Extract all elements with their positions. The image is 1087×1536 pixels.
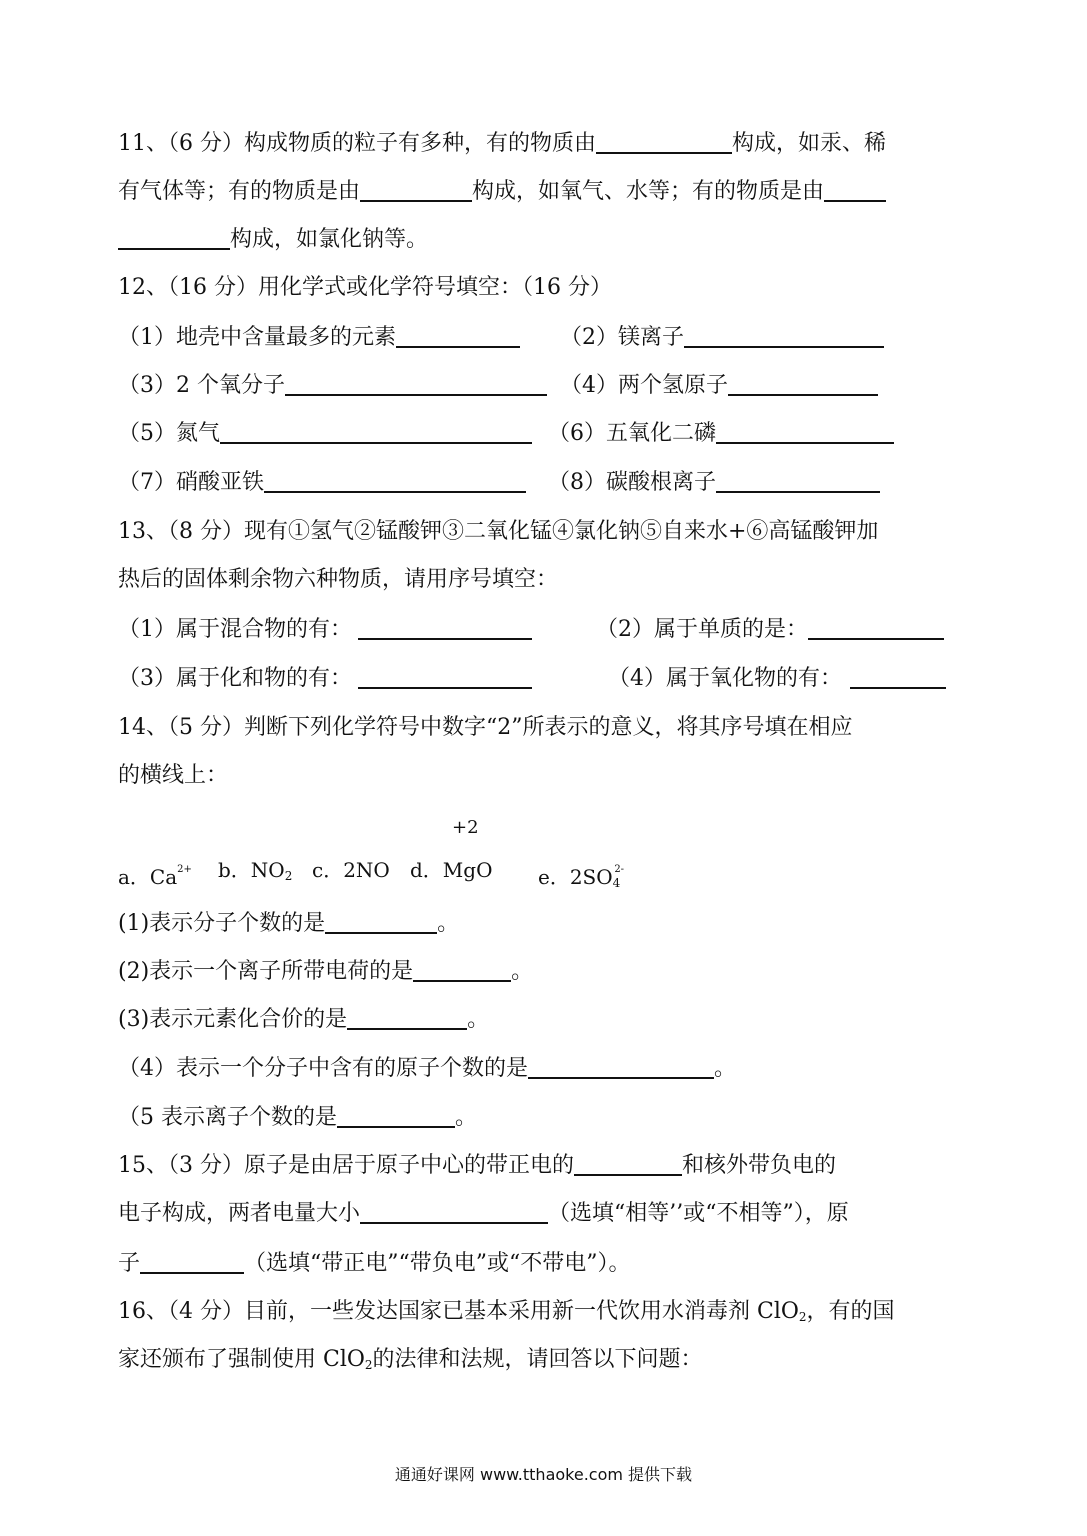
q14-item-2 <box>118 952 968 992</box>
symbol-d: d．MgO <box>410 858 493 882</box>
q13-blank-1[interactable] <box>358 614 532 640</box>
q11-text: 11、（6 分）构成物质的粒子有多种，有的物质由 <box>118 131 596 156</box>
q16-text: 的法律和法规，请回答以下问题： <box>372 1347 703 1372</box>
q12-blank-5[interactable] <box>220 418 532 444</box>
q12-item-2: （2）镁离子 <box>560 325 684 350</box>
q15-text: 和核外带负电的 <box>682 1153 837 1178</box>
q11-blank-1[interactable] <box>596 128 732 154</box>
q15-text: （选填“带正电”“带负电”或“不带电”）。 <box>244 1251 631 1276</box>
q11-line-3 <box>118 220 968 260</box>
q13-item-3: （3）属于化和物的有： <box>118 666 352 691</box>
q13-text: 热后的固体剩余物六种物质，请用序号填空： <box>118 567 559 592</box>
symbol-e: e．$2SO_4^{2-}$ <box>538 864 625 890</box>
period: 。 <box>467 1007 490 1032</box>
q15-line-2 <box>118 1194 968 1234</box>
q12-item-6: （6）五氧化二磷 <box>548 421 716 446</box>
q12-blank-2[interactable] <box>684 322 884 348</box>
q14-item-4 <box>118 1049 968 1089</box>
period: 。 <box>511 959 534 984</box>
symbol-c: c．2NO <box>312 858 390 882</box>
q13-text: 13、（8 分）现有①氢气②锰酸钾③二氧化锰④氯化钠⑤自来水+⑥高锰酸钾加 <box>118 519 879 544</box>
q14-item-5 <box>118 1098 968 1138</box>
q14-item-text: （5 表示离子个数的是 <box>118 1105 337 1130</box>
q12-item-8: （8）碳酸根离子 <box>548 470 716 495</box>
q12-item-5: （5）氮气 <box>118 421 220 446</box>
q13-line-1 <box>118 512 968 552</box>
q15-blank-1[interactable] <box>574 1150 682 1176</box>
q12-item-7: （7）硝酸亚铁 <box>118 470 264 495</box>
q15-blank-2[interactable] <box>360 1198 548 1224</box>
q14-blank-4[interactable] <box>528 1053 714 1079</box>
q12-blank-1[interactable] <box>396 322 520 348</box>
q11-blank-2[interactable] <box>360 176 472 202</box>
q15-line-1 <box>118 1146 968 1186</box>
subscript: 2 <box>798 1310 807 1324</box>
q14-symbols <box>118 850 968 890</box>
valence-plus2: +2 <box>452 817 479 838</box>
q12-blank-3[interactable] <box>285 370 547 396</box>
q16-text: 16、（4 分）目前，一些发达国家已基本采用新一代饮用水消毒剂 ClO <box>118 1299 799 1324</box>
period: 。 <box>437 911 460 936</box>
q11-line-2 <box>118 172 968 212</box>
q13-line-2 <box>118 560 968 600</box>
q11-text: 构成，如氯化钠等。 <box>230 227 429 252</box>
q11-blank-3a[interactable] <box>824 176 886 202</box>
q14-blank-3[interactable] <box>347 1004 467 1030</box>
q15-blank-3[interactable] <box>140 1248 244 1274</box>
q16-line-1 <box>118 1292 968 1332</box>
q14-item-text: (3)表示元素化合价的是 <box>118 1007 348 1032</box>
q13-blank-2[interactable] <box>808 614 944 640</box>
q12-row-3 <box>118 414 968 454</box>
period: 。 <box>714 1056 737 1081</box>
q13-item-1: （1）属于混合物的有： <box>118 617 352 642</box>
q11-line-1 <box>118 124 968 164</box>
q14-item-1 <box>118 904 968 944</box>
q14-blank-2[interactable] <box>413 956 511 982</box>
q11-text: 有气体等；有的物质是由 <box>118 179 361 204</box>
q12-item-3: （3）2 个氧分子 <box>118 373 285 398</box>
q16-text: 家还颁布了强制使用 ClO <box>118 1347 365 1372</box>
q16-line-2 <box>118 1340 968 1380</box>
q15-text: （选填“相等’’或“不相等”），原 <box>548 1201 849 1226</box>
q12-row-4 <box>118 463 968 503</box>
q11-text: 构成，如汞、稀 <box>732 131 887 156</box>
q14-item-3 <box>118 1000 968 1040</box>
symbol-a: a．$Ca^{2+}$ <box>118 864 192 889</box>
q13-item-4: （4）属于氧化物的有： <box>608 666 842 691</box>
q14-text: 的横线上： <box>118 763 229 788</box>
symbol-b: b．$NO_2$ <box>218 858 293 883</box>
q14-item-text: (1)表示分子个数的是 <box>118 911 326 936</box>
q11-text: 构成，如氧气、水等；有的物质是由 <box>472 179 825 204</box>
q16-text: ，有的国 <box>806 1299 895 1324</box>
q14-text: 14、（5 分）判断下列化学符号中数字“2”所表示的意义，将其序号填在相应 <box>118 715 853 740</box>
q12-item-1: （1）地壳中含量最多的元素 <box>118 325 396 350</box>
q14-item-text: （4）表示一个分子中含有的原子个数的是 <box>118 1056 528 1081</box>
q12-blank-4[interactable] <box>728 370 878 396</box>
q13-row-1 <box>118 610 968 650</box>
q12-blank-6[interactable] <box>716 418 894 444</box>
q15-text: 电子构成，两者电量大小 <box>118 1201 361 1226</box>
q13-row-2 <box>118 659 968 699</box>
q14-line-1 <box>118 708 968 748</box>
q14-blank-1[interactable] <box>325 908 437 934</box>
q12-title <box>118 268 968 308</box>
subscript: 2 <box>364 1358 373 1372</box>
page-footer: 通通好课网 www.tthaoke.com 提供下载 <box>394 1465 693 1484</box>
q13-blank-4[interactable] <box>850 663 946 689</box>
q14-blank-5[interactable] <box>337 1102 455 1128</box>
q12-row-1 <box>118 318 968 358</box>
q13-item-2: （2）属于单质的是： <box>596 617 808 642</box>
q12-blank-8[interactable] <box>716 467 880 493</box>
q12-title-text: 12、（16 分）用化学式或化学符号填空：（16 分） <box>118 275 612 300</box>
q12-row-2 <box>118 366 968 406</box>
q15-line-3 <box>118 1244 968 1284</box>
q14-line-2 <box>118 756 968 796</box>
q14-item-text: (2)表示一个离子所带电荷的是 <box>118 959 414 984</box>
q15-text: 子 <box>118 1251 141 1276</box>
q12-blank-7[interactable] <box>264 467 526 493</box>
period: 。 <box>455 1105 478 1130</box>
q12-item-4: （4）两个氢原子 <box>560 373 728 398</box>
q13-blank-3[interactable] <box>358 663 532 689</box>
q15-text: 15、（3 分）原子是由居于原子中心的带正电的 <box>118 1153 574 1178</box>
q11-blank-3b[interactable] <box>118 224 230 250</box>
